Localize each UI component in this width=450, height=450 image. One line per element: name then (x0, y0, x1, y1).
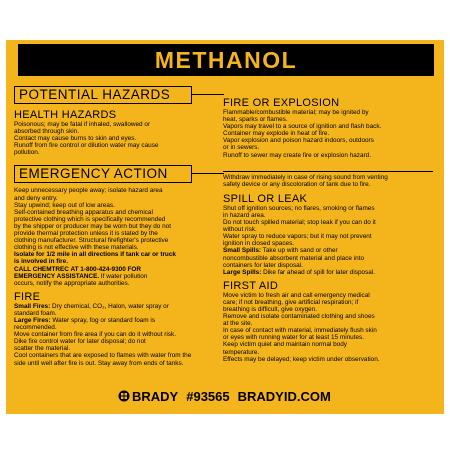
potential-hazards-title: POTENTIAL HAZARDS (14, 86, 192, 104)
brady-logo (118, 389, 178, 404)
title-bar (18, 44, 434, 76)
text-line: Runoff from fire control or dilution water may cause (14, 142, 159, 150)
text-line: breathing is difficult, give oxygen. (223, 305, 318, 313)
health-hazards-text (14, 121, 218, 156)
text-line: Runoff to sewer may create fire or explosion hazard. (223, 151, 372, 159)
text-line: absorbed through skin. (14, 128, 80, 136)
large-spills-text: Dike far ahead of spill for later disposal. (261, 268, 376, 276)
potential-hazards-banner (14, 86, 218, 106)
first-aid-text (223, 292, 433, 363)
text-line (14, 266, 218, 273)
text-line: recommended. (14, 324, 57, 332)
text-line (14, 273, 218, 280)
text-line: or eyes with running water for at least 15 minutes. (223, 334, 365, 342)
first-aid-heading: FIRST AID (223, 279, 279, 292)
text-line: at the site. (223, 320, 253, 328)
large-fires-text: Water spray, fog or standard foam is (50, 316, 156, 324)
text-line: Remove and isolate contaminated clothing and shoes (223, 313, 375, 321)
text-tail: If water pollution (99, 272, 148, 280)
brand-name: BRADY (132, 388, 179, 404)
text-line: containers for later disposal. (223, 261, 303, 269)
label-title: METHANOL (154, 46, 298, 73)
brady-logo-icon (118, 390, 130, 402)
text-line: pollution. (14, 149, 40, 157)
large-spills-line (223, 269, 433, 276)
text-line: ignition in closed spaces. (223, 240, 295, 248)
withdraw-text (223, 174, 433, 188)
text-line: Contact may cause burns to skin and eyes. (14, 135, 137, 143)
emergency-action-title: EMERGENCY ACTION (14, 165, 192, 183)
small-fires-line-2: standard foam. (14, 309, 57, 317)
text-line: or in sewers. (223, 144, 260, 152)
website: BRADYID.COM (237, 388, 331, 404)
fire-explosion-text (223, 109, 433, 159)
text-line: Container may explode in heat of fire. (223, 130, 330, 138)
text-line: by the shipper or producer may be worn but they do not (14, 222, 172, 230)
text-line: Cool containers that are exposed to flames with water from the (14, 352, 192, 360)
text-line: noncombustible absorbent material and place into (223, 254, 365, 262)
text-line: Do not touch spilled material; stop leak if you can do it (223, 219, 376, 227)
large-spills-label: Large Spills: (223, 268, 262, 276)
text-line: side until well after fire is out. Stay away from ends of tanks. (14, 359, 184, 367)
text-line (14, 258, 218, 265)
text-line: Self-contained breathing apparatus and chemical (14, 208, 153, 216)
text-line: heat, sparks or flames. (223, 116, 288, 124)
right-column (223, 94, 433, 363)
small-fires-label: Small Fires: (14, 302, 51, 310)
fire-text (14, 324, 218, 367)
spill-leak-heading: SPILL OR LEAK (223, 192, 308, 205)
text-line: temperature. (223, 348, 260, 356)
text-line: Withdraw immediately in case of rising sound from venting (223, 173, 388, 181)
text-line: Water spray to reduce vapors; but it may not prevent (223, 233, 372, 241)
bold-text: CALL CHEMTREC AT 1-800-424-9300 FOR (14, 265, 142, 273)
bold-text: EMERGENCY ASSISTANCE. (14, 272, 100, 280)
emergency-action-banner (14, 165, 218, 185)
spill-text (223, 205, 433, 248)
text-line (14, 251, 218, 258)
text-line: Keep victim quiet and maintain normal body (223, 341, 347, 349)
small-spills-line (223, 247, 433, 254)
left-column (14, 86, 218, 367)
large-fires-line (14, 317, 218, 324)
text-line: Move victim to fresh air and call emergency medical (223, 291, 370, 299)
text-line: Flammable/combustible material; may be ignited by (223, 109, 369, 116)
text-line: clothing is not effective with these materials. (14, 244, 139, 252)
text-line: care; if not breathing, give artificial respiration; if (223, 298, 359, 306)
text-line: Vapors may travel to a source of ignition and flash back. (223, 123, 382, 131)
text-line: provide thermal protection unless it is stated by the (14, 230, 158, 238)
text-line: Shut off ignition sources; no flares, smoking or flames (223, 204, 375, 212)
text-line: without risk. (223, 226, 257, 234)
text-line: occurs, notify the appropriate authorities. (14, 279, 130, 287)
bold-text: is involved in fire. (14, 258, 68, 266)
text-line: safety device or any discoloration of tank due to fire. (223, 180, 371, 188)
small-fires-line (14, 303, 218, 310)
text-line: In case of contact with material, immediately flush skin (223, 327, 377, 335)
footer (118, 388, 331, 404)
small-fires-text: Dry chemical, CO₂, Halon, water spray or (50, 302, 169, 310)
health-hazards-heading: HEALTH HAZARDS (14, 109, 117, 121)
text-line: in hazard area. (223, 211, 266, 219)
small-spills-text-more (223, 255, 433, 269)
emergency-action-text (14, 187, 218, 286)
text-line: clothing manufacturer. Structural firefighter's protective (14, 237, 169, 245)
text-line: Poisonous; may be fatal if inhaled, swallowed or (14, 121, 151, 128)
bold-text: Isolate for 1/2 mile in all directions if tank car or truck (14, 251, 176, 259)
text-line: Vapor explosion and poison hazard indoors, outdoors (223, 137, 374, 145)
fire-explosion-heading: FIRE OR EXPLOSION (223, 97, 340, 109)
text-line: protective clothing which is specifically recommended (14, 215, 166, 223)
text-line: and deny entry. (14, 194, 58, 202)
section-divider (223, 171, 433, 172)
text-line: Stay upwind; keep out of low areas. (14, 201, 115, 209)
text-line: Effects may be delayed; keep victim under observation. (223, 355, 380, 363)
large-fires-label: Large Fires: (14, 316, 51, 324)
text-line: Keep unnecessary people away; isolate hazard area (14, 187, 163, 195)
text-line: Move container from fire area if you can do it without risk. (14, 331, 176, 339)
text-line: scatter the material. (14, 345, 71, 353)
small-spills-label: Small Spills: (223, 247, 262, 255)
part-number: #93565 (186, 388, 230, 404)
fire-heading: FIRE (14, 290, 41, 303)
text-line: Dike fire control water for later disposal; do not (14, 338, 146, 346)
small-spills-text: Take up with sand or other (261, 247, 338, 255)
